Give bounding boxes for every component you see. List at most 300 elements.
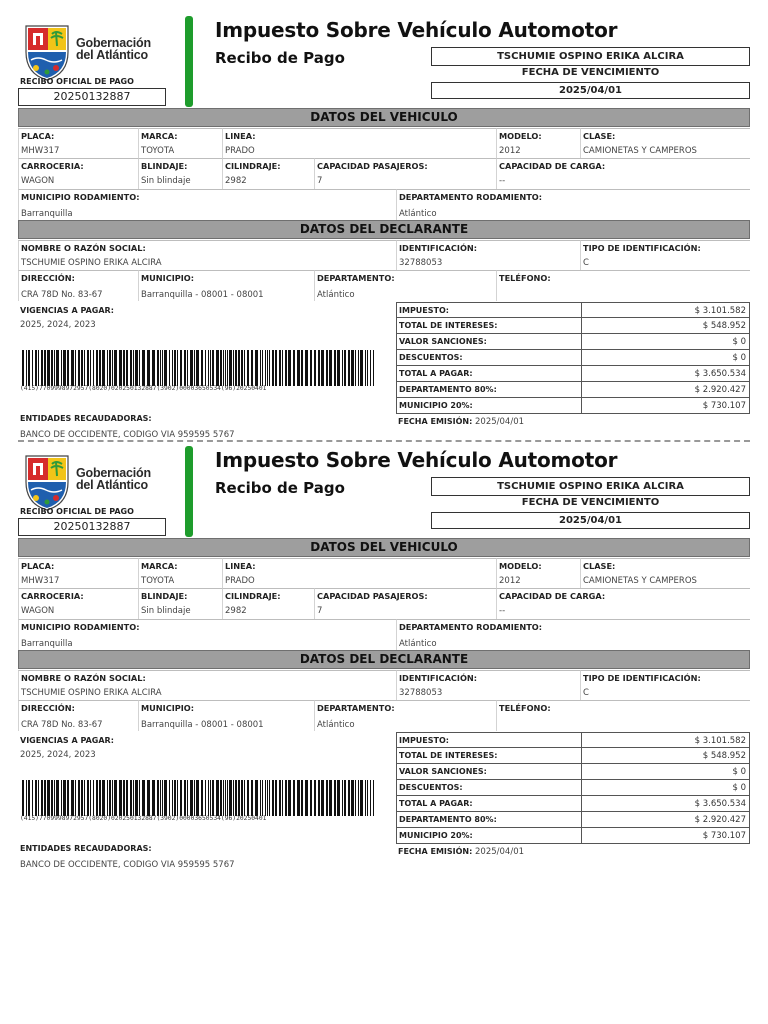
- barcode-bar: [360, 350, 363, 386]
- placa-label: PLACA:: [21, 131, 55, 141]
- logo-text-line1: Gobernación: [76, 36, 151, 50]
- barcode-image: [22, 350, 378, 386]
- barcode-bar: [157, 780, 159, 816]
- cell-carroceria: [18, 158, 138, 189]
- barcode-bar: [238, 350, 240, 386]
- cell-municipio: [138, 270, 314, 301]
- carga-value: --: [499, 606, 506, 616]
- depto-rodamiento-value: Atlántico: [399, 209, 437, 219]
- payment-row-amount: $ 730.107: [702, 831, 746, 841]
- barcode-bar: [269, 780, 270, 816]
- coat-of-arms-icon: [22, 452, 72, 512]
- barcode-bar: [28, 780, 30, 816]
- barcode-bar: [351, 780, 354, 816]
- entidades-value: BANCO DE OCCIDENTE, CODIGO VIA 959595 5767: [20, 430, 235, 440]
- barcode-bar: [22, 780, 24, 816]
- due-date-value: 2025/04/01: [431, 82, 750, 99]
- barcode-bar: [169, 780, 170, 816]
- barcode-bar: [44, 350, 46, 386]
- barcode-bar: [321, 780, 324, 816]
- barcode-bar: [201, 350, 203, 386]
- barcode-bar: [373, 350, 374, 386]
- placa-label: PLACA:: [21, 561, 55, 571]
- barcode-bar: [210, 350, 211, 386]
- cell-placa: [18, 128, 138, 158]
- vigencias-label: VIGENCIAS A PAGAR:: [20, 306, 114, 315]
- barcode-bar: [96, 780, 98, 816]
- barcode-bar: [205, 780, 206, 816]
- barcode-bar: [172, 780, 173, 816]
- carroceria-value: WAGON: [21, 176, 55, 186]
- barcode-bar: [102, 350, 105, 386]
- barcode-bar: [174, 350, 176, 386]
- payment-row: [396, 764, 750, 780]
- barcode-bar: [344, 350, 346, 386]
- payment-row-label: TOTAL A PAGAR:: [399, 799, 473, 808]
- barcode-bar: [318, 350, 320, 386]
- barcode-bar: [272, 350, 274, 386]
- barcode-bar: [54, 350, 55, 386]
- barcode-bar: [35, 350, 37, 386]
- fecha-emision-label: FECHA EMISIÓN:: [398, 417, 473, 426]
- barcode-bar: [147, 780, 150, 816]
- payment-row-amount: $ 548.952: [702, 321, 746, 331]
- payment-row-divider: [581, 350, 582, 365]
- barcode-bar: [160, 350, 161, 386]
- barcode-bar: [112, 350, 113, 386]
- barcode-bar: [22, 350, 24, 386]
- barcode-bar: [223, 350, 224, 386]
- linea-label: LINEA:: [225, 131, 256, 141]
- barcode-bar: [84, 350, 85, 386]
- barcode-text: (415)7709998972957(8020)020250132887(3902)00003650534(96)20250401: [20, 815, 267, 822]
- departamento-value: Atlántico: [317, 290, 355, 300]
- receipt-number: 20250132887: [18, 88, 166, 106]
- barcode-bar: [285, 780, 287, 816]
- payment-row: [396, 318, 750, 334]
- municipio-value: Barranquilla - 08001 - 08001: [141, 290, 264, 300]
- barcode-bar: [87, 350, 89, 386]
- municipio-rodamiento-label: MUNICIPIO RODAMIENTO:: [21, 622, 140, 632]
- payment-row-amount: $ 0: [732, 783, 746, 793]
- fecha-emision-value: 2025/04/01: [475, 417, 525, 427]
- payment-row-divider: [581, 398, 582, 413]
- fecha-emision-label: FECHA EMISIÓN:: [398, 847, 473, 856]
- due-date-label: FECHA DE VENCIMIENTO: [521, 497, 660, 508]
- barcode-bar: [133, 350, 134, 386]
- coat-of-arms-icon: [22, 22, 72, 82]
- identificacion-value: 32788053: [399, 258, 443, 268]
- barcode-bar: [238, 780, 240, 816]
- barcode-bar: [329, 350, 332, 386]
- barcode-bar: [26, 780, 27, 816]
- barcode-bar: [61, 350, 62, 386]
- nombre-label: NOMBRE O RAZÓN SOCIAL:: [21, 243, 146, 253]
- tipo-identificacion-label: TIPO DE IDENTIFICACIÓN:: [583, 243, 701, 253]
- barcode-bar: [184, 780, 186, 816]
- marca-value: TOYOTA: [141, 576, 175, 586]
- barcode-bar: [314, 780, 316, 816]
- tipo-identificacion-label: TIPO DE IDENTIFICACIÓN:: [583, 673, 701, 683]
- carroceria-label: CARROCERIA:: [21, 591, 84, 601]
- cell-tipo-identificacion: [580, 240, 750, 270]
- section-declarante: DATOS DEL DECLARANTE: [18, 220, 750, 239]
- fecha-emision-value: 2025/04/01: [475, 847, 525, 857]
- barcode-bar: [112, 780, 113, 816]
- barcode-bar: [285, 350, 287, 386]
- cell-departamento: [314, 700, 496, 731]
- payment-row-label: MUNICIPIO 20%:: [399, 831, 473, 840]
- barcode-bar: [255, 780, 258, 816]
- barcode-bar: [162, 780, 163, 816]
- barcode-bar: [205, 350, 206, 386]
- barcode-bar: [71, 350, 74, 386]
- barcode-bar: [348, 780, 350, 816]
- barcode-bar: [297, 350, 300, 386]
- cell-marca: [138, 128, 222, 158]
- payment-row-amount: $ 2.920.427: [694, 385, 746, 395]
- barcode-bar: [139, 350, 140, 386]
- payment-row-label: TOTAL A PAGAR:: [399, 369, 473, 378]
- barcode-bar: [370, 780, 371, 816]
- barcode-bar: [355, 350, 356, 386]
- modelo-value: 2012: [499, 146, 521, 156]
- clase-label: CLASE:: [583, 131, 616, 141]
- barcode-bar: [220, 780, 222, 816]
- barcode-bar: [216, 350, 219, 386]
- barcode-bar: [99, 350, 101, 386]
- blindaje-value: Sin blindaje: [141, 606, 191, 616]
- barcode-bar: [301, 350, 303, 386]
- barcode-bar: [301, 780, 303, 816]
- barcode-bar: [262, 780, 263, 816]
- cell-direccion: [18, 270, 138, 301]
- linea-label: LINEA:: [225, 561, 256, 571]
- barcode-bar: [227, 780, 228, 816]
- barcode-bar: [233, 780, 234, 816]
- barcode-bar: [135, 350, 138, 386]
- barcode-bar: [142, 350, 145, 386]
- pasajeros-value: 7: [317, 606, 323, 616]
- barcode-bar: [51, 350, 53, 386]
- barcode-bar: [67, 350, 69, 386]
- cilindraje-value: 2982: [225, 176, 247, 186]
- barcode-bar: [71, 780, 74, 816]
- barcode-bar: [342, 780, 343, 816]
- cell-municipio-rodamiento: [18, 619, 396, 650]
- barcode-bar: [78, 780, 80, 816]
- payment-row-amount: $ 3.101.582: [694, 736, 746, 746]
- cell-clase: [580, 558, 750, 588]
- payment-row: [396, 796, 750, 812]
- marca-label: MARCA:: [141, 561, 178, 571]
- placa-value: MHW317: [21, 576, 60, 586]
- municipio-label: MUNICIPIO:: [141, 703, 195, 713]
- fecha-emision: [398, 417, 524, 427]
- barcode-bar: [233, 350, 234, 386]
- barcode-bar: [63, 350, 66, 386]
- barcode-bar: [147, 350, 150, 386]
- payment-row-label: VALOR SANCIONES:: [399, 767, 487, 776]
- payment-row: [396, 382, 750, 398]
- barcode-bar: [41, 350, 43, 386]
- barcode-bar: [26, 350, 27, 386]
- barcode-bar: [44, 780, 46, 816]
- payment-row-amount: $ 0: [732, 353, 746, 363]
- carga-label: CAPACIDAD DE CARGA:: [499, 591, 606, 601]
- barcode-bar: [47, 780, 50, 816]
- vigencias-value: 2025, 2024, 2023: [20, 750, 96, 760]
- barcode-bar: [351, 350, 354, 386]
- barcode-bar: [247, 780, 249, 816]
- barcode-bar: [180, 350, 182, 386]
- direccion-label: DIRECCIÓN:: [21, 273, 75, 283]
- placa-value: MHW317: [21, 146, 60, 156]
- departamento-label: DEPARTAMENTO:: [317, 703, 395, 713]
- payment-row-label: VALOR SANCIONES:: [399, 337, 487, 346]
- cell-depto-rodamiento: [396, 619, 750, 650]
- cell-nombre: [18, 240, 396, 270]
- payment-row-divider: [581, 780, 582, 795]
- cell-tipo-identificacion: [580, 670, 750, 700]
- owner-name: TSCHUMIE OSPINO ERIKA ALCIRA: [431, 477, 750, 496]
- cell-nombre: [18, 670, 396, 700]
- barcode-bar: [269, 350, 270, 386]
- barcode-bar: [367, 780, 368, 816]
- barcode-bar: [194, 350, 195, 386]
- barcode-bar: [75, 780, 76, 816]
- payment-row-divider: [581, 366, 582, 381]
- cilindraje-label: CILINDRAJE:: [225, 591, 281, 601]
- municipio-value: Barranquilla - 08001 - 08001: [141, 720, 264, 730]
- barcode-bar: [260, 780, 261, 816]
- modelo-label: MODELO:: [499, 561, 542, 571]
- logo-text-line1: Gobernación: [76, 466, 151, 480]
- barcode-bar: [90, 350, 91, 386]
- barcode-bar: [225, 780, 226, 816]
- carroceria-value: WAGON: [21, 606, 55, 616]
- barcode-bar: [130, 350, 132, 386]
- payment-row-amount: $ 0: [732, 337, 746, 347]
- receipt-copy-1: [0, 12, 768, 438]
- cell-telefono: [496, 700, 750, 731]
- barcode-bar: [348, 350, 350, 386]
- cell-blindaje: [138, 588, 222, 619]
- barcode-bar: [241, 350, 243, 386]
- barcode-bar: [152, 350, 155, 386]
- receipt-label: RECIBO OFICIAL DE PAGO: [20, 77, 134, 86]
- cell-telefono: [496, 270, 750, 301]
- payment-row-label: DESCUENTOS:: [399, 353, 463, 362]
- cilindraje-value: 2982: [225, 606, 247, 616]
- barcode-bar: [107, 350, 108, 386]
- barcode-image: [22, 780, 378, 816]
- barcode-bar: [81, 350, 83, 386]
- nombre-label: NOMBRE O RAZÓN SOCIAL:: [21, 673, 146, 683]
- barcode-bar: [365, 350, 366, 386]
- barcode-bar: [28, 350, 30, 386]
- municipio-rodamiento-value: Barranquilla: [21, 209, 73, 219]
- barcode-bar: [208, 780, 209, 816]
- barcode-bar: [251, 780, 253, 816]
- barcode-bar: [96, 350, 98, 386]
- barcode-bar: [344, 780, 346, 816]
- telefono-label: TELÉFONO:: [499, 703, 551, 713]
- logo-text-line2: del Atlántico: [76, 48, 148, 62]
- departamento-value: Atlántico: [317, 720, 355, 730]
- barcode-bar: [164, 350, 167, 386]
- logo-text: [76, 37, 151, 61]
- barcode-bar: [61, 780, 62, 816]
- barcode-bar: [265, 350, 266, 386]
- section-vehiculo: DATOS DEL VEHICULO: [18, 108, 750, 127]
- nombre-value: TSCHUMIE OSPINO ERIKA ALCIRA: [21, 258, 162, 268]
- depto-rodamiento-value: Atlántico: [399, 639, 437, 649]
- cell-identificacion: [396, 670, 580, 700]
- barcode-bar: [305, 780, 308, 816]
- due-date-value: 2025/04/01: [431, 512, 750, 529]
- barcode-bar: [133, 780, 134, 816]
- cell-placa: [18, 558, 138, 588]
- blindaje-label: BLINDAJE:: [141, 591, 188, 601]
- barcode-bar: [225, 350, 226, 386]
- fecha-emision: [398, 847, 524, 857]
- barcode-bar: [123, 350, 125, 386]
- payment-row: [396, 812, 750, 828]
- barcode-bar: [370, 350, 371, 386]
- barcode-bar: [169, 350, 170, 386]
- logo-text-line2: del Atlántico: [76, 478, 148, 492]
- entidades-value: BANCO DE OCCIDENTE, CODIGO VIA 959595 5767: [20, 860, 235, 870]
- payment-row-label: IMPUESTO:: [399, 736, 449, 745]
- barcode-bar: [194, 780, 195, 816]
- payment-row-amount: $ 548.952: [702, 751, 746, 761]
- clase-value: CAMIONETAS Y CAMPEROS: [583, 576, 697, 586]
- barcode-bar: [210, 780, 211, 816]
- barcode-bar: [109, 780, 111, 816]
- identificacion-label: IDENTIFICACIÓN:: [399, 673, 478, 683]
- cell-carga: [496, 158, 750, 189]
- barcode-bar: [93, 780, 94, 816]
- payment-row-label: TOTAL DE INTERESES:: [399, 751, 498, 760]
- barcode-bar: [190, 350, 193, 386]
- pasajeros-label: CAPACIDAD PASAJEROS:: [317, 591, 428, 601]
- barcode-bar: [216, 780, 219, 816]
- payment-row-divider: [581, 812, 582, 827]
- entidades-label: ENTIDADES RECAUDADORAS:: [20, 414, 152, 423]
- barcode-bar: [272, 780, 274, 816]
- cell-pasajeros: [314, 158, 496, 189]
- payment-row: [396, 780, 750, 796]
- cell-pasajeros: [314, 588, 496, 619]
- payment-row-amount: $ 3.650.534: [694, 799, 746, 809]
- barcode-bar: [358, 350, 359, 386]
- page-title: Impuesto Sobre Vehículo Automotor: [215, 448, 618, 472]
- cell-identificacion: [396, 240, 580, 270]
- carroceria-label: CARROCERIA:: [21, 161, 84, 171]
- barcode-bar: [235, 350, 237, 386]
- green-divider-bar: [185, 446, 193, 537]
- section-declarante: DATOS DEL DECLARANTE: [18, 650, 750, 669]
- barcode-bar: [212, 350, 214, 386]
- tipo-identificacion-value: C: [583, 258, 589, 268]
- municipio-rodamiento-label: MUNICIPIO RODAMIENTO:: [21, 192, 140, 202]
- payment-row-divider: [581, 303, 582, 318]
- barcode-bar: [190, 780, 193, 816]
- barcode-bar: [87, 780, 89, 816]
- barcode-bar: [358, 780, 359, 816]
- logo-text: [76, 467, 151, 491]
- blindaje-value: Sin blindaje: [141, 176, 191, 186]
- barcode-bar: [32, 780, 33, 816]
- barcode-bar: [247, 350, 249, 386]
- barcode-bar: [35, 780, 37, 816]
- payment-row-amount: $ 2.920.427: [694, 815, 746, 825]
- barcode-bar: [227, 350, 228, 386]
- barcode-text: (415)7709998972957(8020)020250132887(3902)00003650534(96)20250401: [20, 385, 267, 392]
- barcode-bar: [56, 780, 59, 816]
- barcode-bar: [160, 780, 161, 816]
- barcode-bar: [260, 350, 261, 386]
- blindaje-label: BLINDAJE:: [141, 161, 188, 171]
- payment-row-divider: [581, 334, 582, 349]
- barcode-bar: [119, 780, 122, 816]
- barcode-bar: [51, 780, 53, 816]
- barcode-bar: [75, 350, 76, 386]
- receipt-copy-2: [0, 442, 768, 868]
- municipio-label: MUNICIPIO:: [141, 273, 195, 283]
- cell-modelo: [496, 558, 580, 588]
- barcode-bar: [32, 350, 33, 386]
- payment-row: [396, 828, 750, 844]
- barcode-bar: [126, 350, 128, 386]
- barcode-bar: [126, 780, 128, 816]
- telefono-label: TELÉFONO:: [499, 273, 551, 283]
- barcode-bar: [38, 350, 39, 386]
- barcode-bar: [123, 780, 125, 816]
- departamento-label: DEPARTAMENTO:: [317, 273, 395, 283]
- barcode-bar: [241, 780, 243, 816]
- cell-carga: [496, 588, 750, 619]
- section-vehiculo: DATOS DEL VEHICULO: [18, 538, 750, 557]
- barcode-bar: [54, 780, 55, 816]
- payment-row: [396, 302, 750, 318]
- barcode-bar: [293, 350, 295, 386]
- modelo-value: 2012: [499, 576, 521, 586]
- cilindraje-label: CILINDRAJE:: [225, 161, 281, 171]
- barcode-bar: [63, 780, 66, 816]
- barcode-bar: [235, 780, 237, 816]
- cell-modelo: [496, 128, 580, 158]
- barcode-bar: [334, 780, 336, 816]
- barcode-bar: [212, 780, 214, 816]
- page-title: Impuesto Sobre Vehículo Automotor: [215, 18, 618, 42]
- barcode-bar: [196, 350, 199, 386]
- barcode-bar: [41, 780, 43, 816]
- barcode-bar: [288, 780, 291, 816]
- barcode-bar: [265, 780, 266, 816]
- payment-row: [396, 732, 750, 748]
- payment-row-divider: [581, 733, 582, 748]
- barcode-bar: [355, 780, 356, 816]
- barcode-bar: [367, 350, 368, 386]
- carga-value: --: [499, 176, 506, 186]
- marca-label: MARCA:: [141, 131, 178, 141]
- payment-row-amount: $ 3.650.534: [694, 369, 746, 379]
- barcode-bar: [114, 780, 117, 816]
- payment-row: [396, 398, 750, 414]
- modelo-label: MODELO:: [499, 131, 542, 141]
